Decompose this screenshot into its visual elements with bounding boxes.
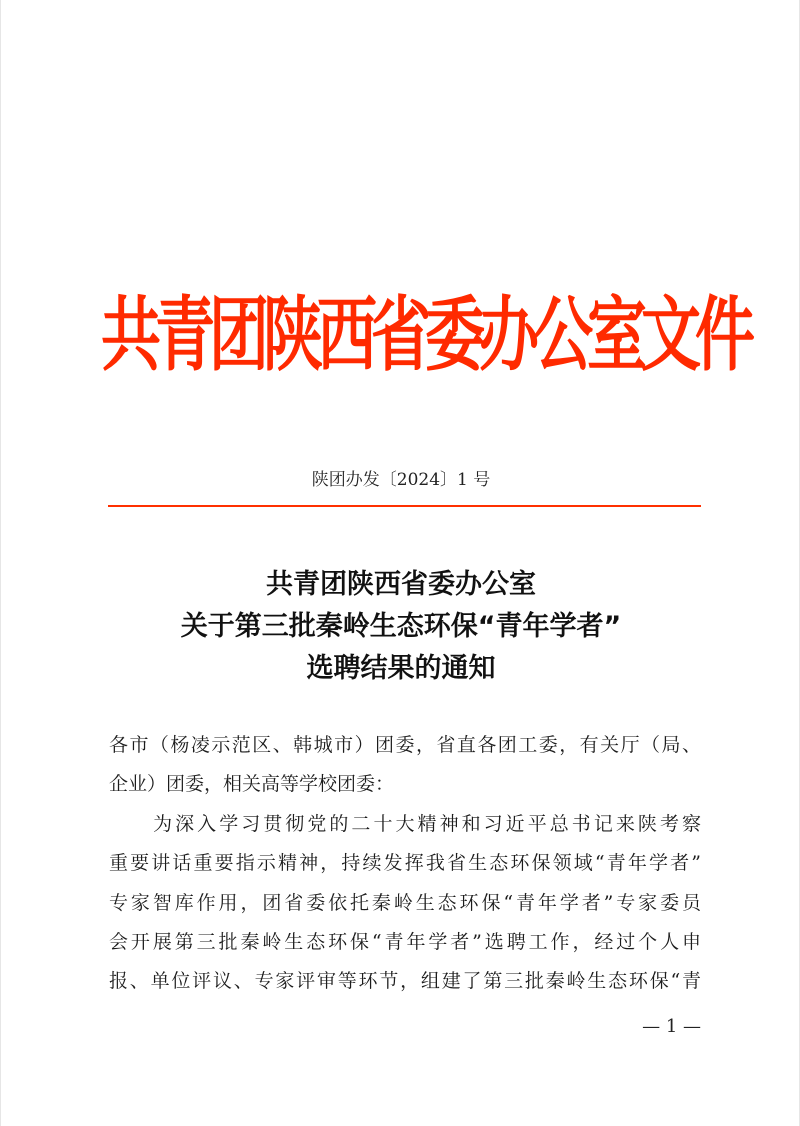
page-number: — 1 — [642, 1016, 701, 1037]
notice-title-line-2: 关于第三批秦岭生态环保“青年学者” [180, 611, 622, 642]
paragraph-line-3: 专家智库作用，团省委依托秦岭生态环保“青年学者”专家委员 [109, 891, 701, 914]
masthead-title: 共青团陕西省委办公室文件 [101, 288, 749, 384]
notice-title-line-1: 共青团陕西省委办公室 [266, 569, 536, 600]
paragraph-line-2: 重要讲话重要指示精神，持续发挥我省生态环保领域“青年学者” [109, 852, 701, 875]
notice-title [101, 564, 701, 690]
paragraph-line-5: 报、单位评议、专家评审等环节，组建了第三批秦岭生态环保“青 [109, 970, 701, 993]
paragraph-line-1: 为深入学习贯彻党的二十大精神和习近平总书记来陕考察 [109, 812, 701, 835]
document-number: 陕团办发〔2024〕1 号 [311, 470, 491, 490]
red-divider-line [108, 505, 701, 507]
salutation-line-2: 企业）团委，相关高等学校团委： [109, 773, 395, 796]
notice-title-line-3: 选聘结果的通知 [306, 653, 496, 684]
notice-body [109, 726, 701, 1002]
salutation-line-1: 各市（杨凌示范区、韩城市）团委，省直各团工委，有关厅（局、 [109, 734, 701, 756]
paragraph-line-4: 会开展第三批秦岭生态环保“青年学者”选聘工作，经过个人申 [109, 931, 701, 954]
